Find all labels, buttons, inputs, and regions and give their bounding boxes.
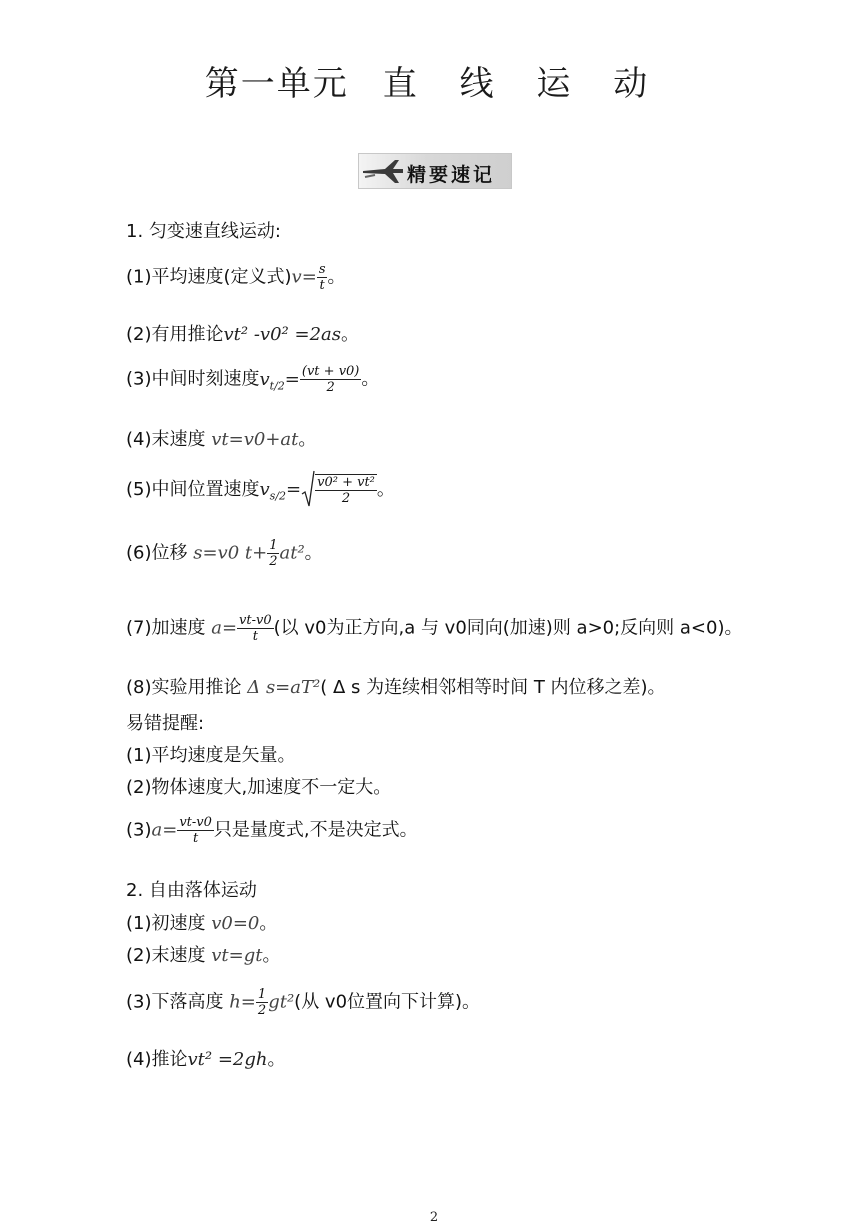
page-title [0, 56, 868, 105]
section-banner [358, 153, 512, 189]
banner-label: 精要速记 [407, 164, 496, 186]
section-heading-2: 2. 自由落体运动 [126, 880, 257, 901]
fraction: $\frac{s}{t}$ [318, 262, 326, 293]
tip-item: (1)平均速度是矢量。 [126, 745, 296, 766]
page-number: 2 [429, 1210, 439, 1225]
formula-final-velocity-freefall: (2)末速度 vt=gt。 [126, 945, 281, 966]
unit-label: 第一单元 [204, 64, 349, 104]
formula-expr: vt=v0+at [211, 429, 299, 450]
formula-average-velocity: (1)平均速度(定义式)v= $\frac{s}{t}$ 。 [126, 262, 346, 293]
fraction: $\frac{1}{2}$ [257, 987, 267, 1018]
formula-final-velocity: (4)末速度 vt=v0+at。 [126, 429, 317, 450]
fraction: $\frac{(vt + v0)}{2}$ [301, 364, 360, 395]
formula-displacement: (6)位移 s=v0 t+ $\frac{1}{2}$ at²。 [126, 538, 323, 569]
fraction: $\frac{vt-v0}{t}$ [179, 815, 212, 846]
formula-initial-velocity: (1)初速度 v0=0。 [126, 913, 278, 934]
airplane-icon [361, 157, 405, 187]
section-heading-1: 1. 匀变速直线运动: [126, 221, 281, 242]
tips-heading: 易错提醒: [126, 713, 205, 734]
unit-topic: 直 线 运 动 [382, 64, 664, 104]
formula-fall-height: (3)下落高度 h= $\frac{1}{2}$ gt²(从 v0位置向下计算)。 [126, 987, 481, 1018]
formula-midtime-velocity: (3)中间时刻速度$v_{t/2}=$ $\frac{(vt + v0)}{2}$ 。 [126, 364, 380, 395]
sqrt-symbol [301, 470, 315, 510]
fraction: $\frac{\text{v0² + vt²}}{2}$ [317, 475, 375, 506]
formula-freefall-inference: (4)推论vt² =2gh。 [126, 1049, 286, 1070]
fraction: $\frac{vt-v0}{t}$ [239, 613, 272, 644]
tip-item: (3)a= $\frac{vt-v0}{t}$ 只是量度式,不是决定式。 [126, 815, 418, 846]
fraction: $\frac{1}{2}$ [269, 538, 278, 569]
formula-acceleration: (7)加速度 a= $\frac{vt-v0}{t}$ (以 v0为正方向,a 与 v0同向(加速)则 a>0;反向则 a<0)。 [126, 613, 743, 644]
formula-experiment-inference: (8)实验用推论 Δ s=aT²( Δ s 为连续相邻相等时间 T 内位移之差)。 [126, 677, 666, 698]
formula-useful-inference: (2)有用推论vt² -v0² =2as。 [126, 324, 359, 345]
formula-midposition-velocity: (5)中间位置速度$v_{s/2}=$ $\frac{\text{v0² + vt²}}{2}$ 。 [126, 470, 395, 510]
formula-expr: vt² -v0² =2as [223, 324, 341, 345]
tip-item: (2)物体速度大,加速度不一定大。 [126, 777, 392, 798]
